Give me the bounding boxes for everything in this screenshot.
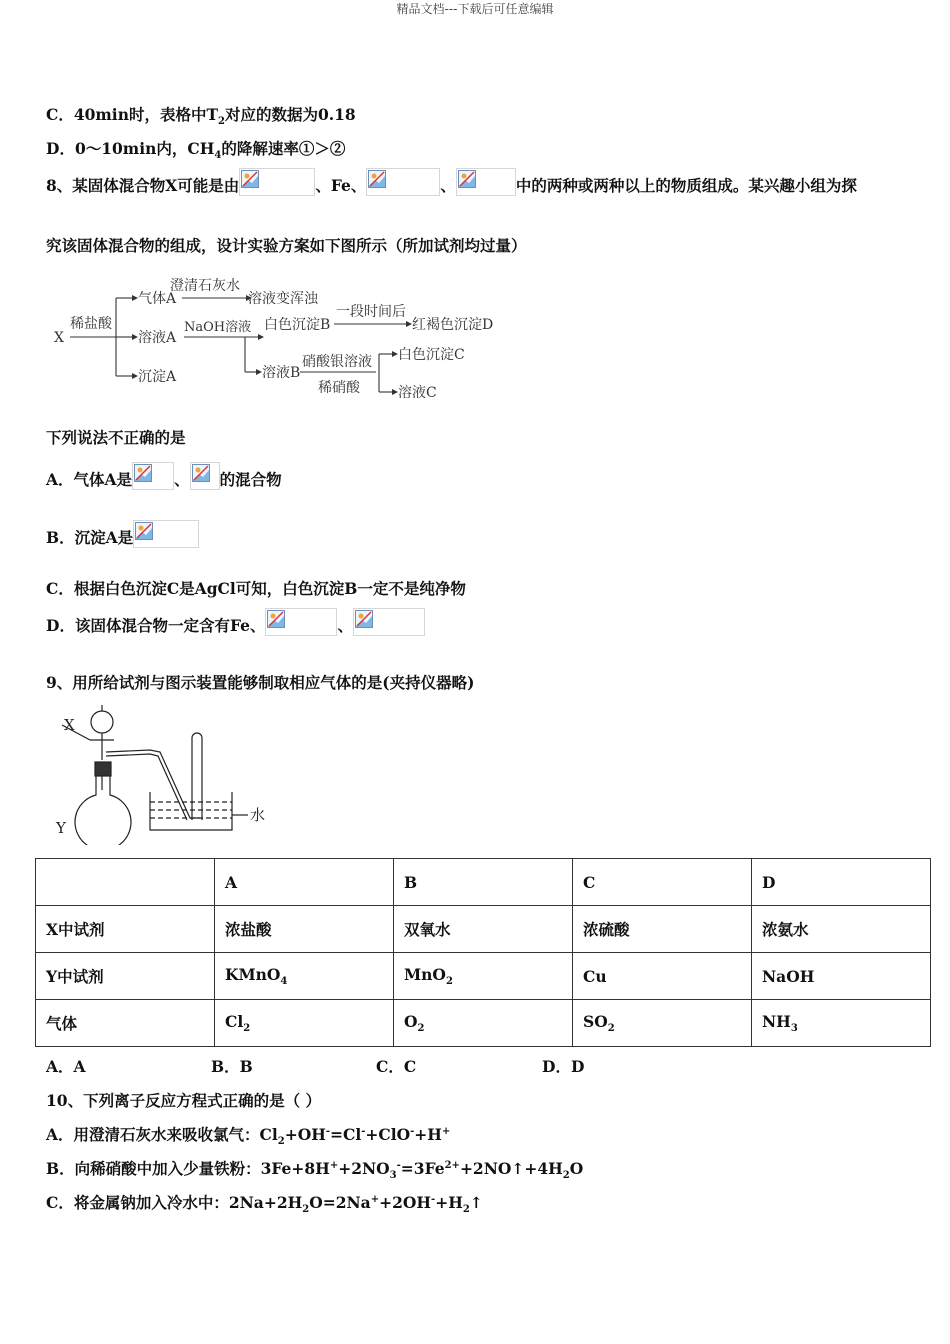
flow-white-c: 白色沉淀C xyxy=(398,347,465,363)
apparatus-label-y: Y xyxy=(56,819,66,837)
image-placeholder-icon xyxy=(265,608,337,636)
table-cell: $Cl_2$ xyxy=(215,1000,394,1047)
table-cell: X中试剂 xyxy=(36,906,215,953)
table-cell: A xyxy=(215,859,394,906)
image-placeholder-icon xyxy=(456,168,516,196)
flow-solution-a: 溶液A xyxy=(138,330,177,346)
table-cell: $SO_2$ xyxy=(573,1000,752,1047)
table-cell: Cu xyxy=(573,953,752,1000)
table-cell: D xyxy=(752,859,931,906)
table-cell: 浓硫酸 xyxy=(573,906,752,953)
gas-apparatus-diagram xyxy=(50,700,280,845)
flow-precipitate-a: 沉淀A xyxy=(138,369,177,385)
flow-x: X xyxy=(54,330,64,346)
table-cell xyxy=(36,859,215,906)
table-cell: NaOH xyxy=(752,953,931,1000)
table-cell: C xyxy=(573,859,752,906)
table-cell: KMnO$_4$ xyxy=(215,953,394,1000)
q9-option-c: C．C xyxy=(376,1057,417,1076)
table-row xyxy=(36,1000,931,1047)
image-placeholder-icon xyxy=(190,462,220,490)
flow-reagent-hcl: 稀盐酸 xyxy=(70,316,112,332)
flow-after-time: 一段时间后 xyxy=(336,304,406,320)
q10-stem: 10、下列离子反应方程式正确的是（ ） xyxy=(46,1091,321,1110)
image-placeholder-icon xyxy=(239,168,315,196)
flow-solution-c: 溶液C xyxy=(398,385,437,401)
q8-option-d: D．该固体混合物一定含有Fe、 、 xyxy=(46,608,425,636)
table-cell: $NH_3$ xyxy=(752,1000,931,1047)
apparatus-label-water: 水 xyxy=(250,806,266,824)
table-row xyxy=(36,859,931,906)
image-placeholder-icon xyxy=(132,462,174,490)
q9-table xyxy=(35,858,931,1047)
q7-option-c: C．40min时，表格中$T_2$对应的数据为0.18 xyxy=(46,105,356,128)
q8-option-c: C．根据白色沉淀C是AgCl可知，白色沉淀B一定不是纯净物 xyxy=(46,579,466,598)
q8-flow-diagram xyxy=(46,268,516,408)
table-cell: 浓盐酸 xyxy=(215,906,394,953)
q10-option-b: B．向稀硝酸中加入少量铁粉：$3Fe+8H^++2NO_3^-=3Fe^{2+}+2NO↑+4H_2O$ xyxy=(46,1159,584,1182)
flow-white-b: 白色沉淀B xyxy=(264,317,331,333)
q10-option-a: A．用澄清石灰水来吸收氯气：$Cl_2+OH^-=Cl^-+ClO^-+H^+$ xyxy=(46,1125,451,1148)
q8-intro-line2: 究该固体混合物的组成，设计实验方案如下图所示（所加试剂均过量） xyxy=(46,236,527,255)
flow-hno3: 稀硝酸 xyxy=(318,380,360,396)
table-row xyxy=(36,906,931,953)
q9-option-a: A．A xyxy=(46,1057,86,1076)
q10-option-c: C．将金属钠加入冷水中：$2Na+2H_2O=2Na^++2OH^-+H_2↑$ xyxy=(46,1193,483,1216)
table-cell: MnO$_2$ xyxy=(394,953,573,1000)
q8-intro: 8、某固体混合物X可能是由 、Fe、 、 中的两种或两种以上的物质组成。某兴趣小组为探 xyxy=(46,168,857,196)
table-cell: 气体 xyxy=(36,1000,215,1047)
flow-turbid: 溶液变浑浊 xyxy=(248,291,318,307)
q8-question: 下列说法不正确的是 xyxy=(46,428,186,447)
flow-gas-a: 气体A xyxy=(138,291,177,307)
table-cell: Y中试剂 xyxy=(36,953,215,1000)
q9-stem: 9、用所给试剂与图示装置能够制取相应气体的是(夹持仪器略) xyxy=(46,673,475,692)
flow-red-d: 红褐色沉淀D xyxy=(412,317,494,333)
apparatus-label-x: X xyxy=(64,716,75,734)
image-placeholder-icon xyxy=(133,520,199,548)
q8-option-a: A．气体A是 、 的混合物 xyxy=(46,462,282,490)
table-cell: $O_2$ xyxy=(394,1000,573,1047)
q8-option-b: B．沉淀A是 xyxy=(46,520,199,548)
flow-solution-b: 溶液B xyxy=(262,365,301,381)
flow-agno3: 硝酸银溶液 xyxy=(302,354,372,370)
table-cell: 浓氨水 xyxy=(752,906,931,953)
flow-naoh: NaOH溶液 xyxy=(184,320,252,335)
table-row xyxy=(36,953,931,1000)
q9-option-d: D．D xyxy=(542,1057,585,1076)
table-cell: B xyxy=(394,859,573,906)
q7-option-d: D．0～10min内，$CH_4$的降解速率①＞② xyxy=(46,139,346,162)
flow-limewater: 澄清石灰水 xyxy=(170,278,240,294)
page-header: 精品文档---下载后可任意编辑 xyxy=(396,2,554,16)
table-cell: 双氧水 xyxy=(394,906,573,953)
image-placeholder-icon xyxy=(366,168,440,196)
image-placeholder-icon xyxy=(353,608,425,636)
q9-option-b: B．B xyxy=(211,1057,253,1076)
